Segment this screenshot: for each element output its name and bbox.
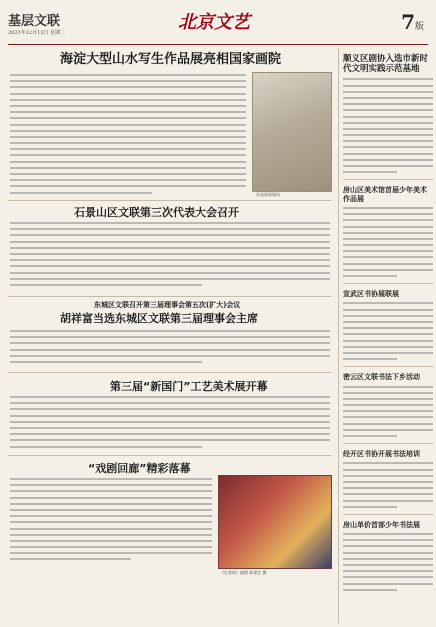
article-2-body bbox=[10, 222, 330, 290]
opera-caption: 《打金枝》剧照 陈建亿 摄 bbox=[220, 570, 267, 575]
text-line bbox=[343, 493, 433, 495]
text-line bbox=[10, 253, 330, 255]
text-line bbox=[10, 433, 330, 435]
text-line bbox=[10, 490, 212, 492]
text-line bbox=[10, 408, 330, 410]
text-line bbox=[10, 552, 212, 554]
text-line bbox=[10, 515, 212, 517]
text-line bbox=[10, 439, 330, 441]
text-line bbox=[343, 97, 433, 99]
text-line bbox=[10, 234, 330, 236]
text-line bbox=[343, 207, 433, 209]
text-line bbox=[343, 213, 433, 215]
text-line bbox=[10, 161, 246, 163]
text-line bbox=[10, 222, 330, 224]
text-line bbox=[343, 500, 433, 502]
right-body bbox=[343, 386, 433, 438]
text-line bbox=[343, 570, 433, 572]
text-line bbox=[10, 74, 246, 76]
divider bbox=[8, 200, 331, 201]
text-line bbox=[10, 427, 330, 429]
opera-photo bbox=[218, 475, 332, 569]
text-line bbox=[343, 545, 433, 547]
text-line bbox=[343, 462, 433, 464]
article-3-kicker: 东城区文联召开第三届理事会第五次(扩大)会议 bbox=[94, 301, 241, 309]
text-line bbox=[343, 352, 433, 354]
text-line bbox=[10, 330, 330, 332]
right-body bbox=[343, 302, 433, 360]
text-line bbox=[10, 446, 202, 448]
text-line bbox=[10, 80, 246, 82]
text-line bbox=[10, 528, 212, 530]
text-line bbox=[343, 506, 397, 508]
text-line bbox=[343, 250, 433, 252]
text-line bbox=[10, 179, 246, 181]
text-line bbox=[343, 321, 433, 323]
text-line bbox=[343, 309, 433, 311]
text-line bbox=[10, 136, 246, 138]
text-line bbox=[343, 269, 433, 271]
text-line bbox=[343, 481, 433, 483]
text-line bbox=[343, 416, 433, 418]
text-line bbox=[10, 124, 246, 126]
right-body bbox=[343, 462, 433, 507]
text-line bbox=[343, 232, 433, 234]
text-line bbox=[343, 533, 433, 535]
divider bbox=[8, 455, 331, 456]
article-1-headline: 海淀大型山水写生作品展亮相国家画院 bbox=[60, 52, 282, 67]
right-body bbox=[343, 207, 433, 277]
text-line bbox=[343, 564, 433, 566]
text-line bbox=[10, 111, 246, 113]
text-line bbox=[10, 278, 330, 280]
section-name: 基层文联 bbox=[8, 14, 61, 29]
text-line bbox=[10, 154, 246, 156]
text-line bbox=[343, 275, 397, 277]
text-line bbox=[10, 402, 330, 404]
text-line bbox=[10, 415, 330, 417]
text-line bbox=[10, 228, 330, 230]
text-line bbox=[343, 346, 433, 348]
text-line bbox=[10, 534, 212, 536]
right-body bbox=[343, 78, 433, 173]
text-line bbox=[10, 521, 212, 523]
article-1-body bbox=[10, 74, 246, 198]
text-line bbox=[10, 361, 202, 363]
right-headline: 顺义区剧协入选市新时代文明实践示范基地 bbox=[343, 54, 429, 75]
divider bbox=[343, 443, 433, 444]
text-line bbox=[343, 238, 433, 240]
text-line bbox=[10, 484, 212, 486]
masthead: 北京文艺 bbox=[178, 12, 250, 33]
photo-caption: 作品展现现场 bbox=[256, 192, 280, 197]
article-5-body bbox=[10, 478, 212, 565]
text-line bbox=[10, 259, 330, 261]
text-line bbox=[343, 589, 397, 591]
text-line bbox=[343, 435, 397, 437]
text-line bbox=[343, 539, 433, 541]
text-line bbox=[343, 552, 433, 554]
page-number: 7版 bbox=[401, 10, 424, 34]
text-line bbox=[343, 85, 433, 87]
article-5-headline: “戏剧回廊”精彩落幕 bbox=[88, 462, 191, 475]
text-line bbox=[10, 86, 246, 88]
text-line bbox=[343, 122, 433, 124]
text-line bbox=[343, 109, 433, 111]
text-line bbox=[343, 429, 433, 431]
text-line bbox=[343, 327, 433, 329]
text-line bbox=[343, 128, 433, 130]
divider bbox=[343, 514, 433, 515]
text-line bbox=[10, 478, 212, 480]
text-line bbox=[10, 241, 330, 243]
text-line bbox=[343, 78, 433, 80]
text-line bbox=[343, 558, 433, 560]
text-line bbox=[343, 165, 433, 167]
text-line bbox=[343, 386, 433, 388]
text-line bbox=[343, 153, 433, 155]
text-line bbox=[10, 185, 246, 187]
text-line bbox=[10, 265, 330, 267]
text-line bbox=[343, 475, 433, 477]
text-line bbox=[10, 142, 246, 144]
right-body bbox=[343, 533, 433, 591]
text-line bbox=[343, 576, 433, 578]
divider bbox=[343, 366, 433, 367]
issue-date: 2021年12月13日 星期二 bbox=[8, 30, 66, 36]
text-line bbox=[10, 130, 246, 132]
text-line bbox=[343, 91, 433, 93]
article-3-headline: 胡祥富当选东城区文联第三届理事会主席 bbox=[60, 312, 258, 325]
text-line bbox=[343, 146, 433, 148]
page-header bbox=[8, 6, 428, 44]
text-line bbox=[10, 540, 212, 542]
text-line bbox=[343, 487, 433, 489]
divider bbox=[8, 372, 331, 373]
text-line bbox=[10, 247, 330, 249]
text-line bbox=[10, 117, 246, 119]
text-line bbox=[10, 349, 330, 351]
article-4-headline: 第三届“新国门”工艺美术展开幕 bbox=[110, 380, 268, 393]
text-line bbox=[10, 272, 330, 274]
text-line bbox=[343, 159, 433, 161]
right-headline: 经开区书协开展书法培训 bbox=[343, 450, 420, 458]
text-line bbox=[10, 99, 246, 101]
text-line bbox=[343, 358, 397, 360]
text-line bbox=[343, 226, 433, 228]
text-line bbox=[343, 263, 433, 265]
text-line bbox=[10, 342, 330, 344]
text-line bbox=[10, 192, 152, 194]
text-line bbox=[343, 302, 433, 304]
text-line bbox=[10, 355, 330, 357]
right-headline: 房山区美术馆首届少年美术作品展 bbox=[343, 186, 427, 203]
right-headline: 房山单价首部少年书法展 bbox=[343, 520, 420, 529]
text-line bbox=[10, 336, 330, 338]
text-line bbox=[10, 173, 246, 175]
text-line bbox=[343, 134, 433, 136]
text-line bbox=[343, 103, 433, 105]
text-line bbox=[343, 116, 433, 118]
text-line bbox=[343, 469, 433, 471]
exhibition-photo bbox=[252, 72, 332, 192]
text-line bbox=[343, 423, 433, 425]
text-line bbox=[10, 167, 246, 169]
text-line bbox=[10, 546, 212, 548]
text-line bbox=[10, 396, 330, 398]
article-4-body bbox=[10, 396, 330, 452]
text-line bbox=[10, 284, 202, 286]
text-line bbox=[343, 315, 433, 317]
text-line bbox=[10, 558, 131, 560]
text-line bbox=[10, 421, 330, 423]
text-line bbox=[343, 219, 433, 221]
text-line bbox=[343, 410, 433, 412]
text-line bbox=[343, 398, 433, 400]
right-column bbox=[338, 48, 433, 623]
text-line bbox=[343, 333, 433, 335]
text-line bbox=[10, 105, 246, 107]
text-line bbox=[343, 244, 433, 246]
text-line bbox=[343, 171, 397, 173]
divider bbox=[8, 296, 331, 297]
text-line bbox=[343, 340, 433, 342]
header-rule bbox=[8, 44, 428, 45]
text-line bbox=[10, 509, 212, 511]
text-line bbox=[10, 148, 246, 150]
right-headline: 密云区文联书法下乡活动 bbox=[343, 373, 420, 382]
right-headline: 宣武区书协展联展 bbox=[343, 290, 399, 299]
text-line bbox=[343, 256, 433, 258]
text-line bbox=[343, 140, 433, 142]
text-line bbox=[10, 93, 246, 95]
text-line bbox=[10, 503, 212, 505]
article-3-body bbox=[10, 330, 330, 367]
article-2-headline: 石景山区文联第三次代表大会召开 bbox=[74, 206, 239, 219]
text-line bbox=[343, 392, 433, 394]
text-line bbox=[10, 497, 212, 499]
text-line bbox=[343, 583, 433, 585]
divider bbox=[343, 179, 433, 180]
text-line bbox=[343, 404, 433, 406]
divider bbox=[343, 283, 433, 284]
